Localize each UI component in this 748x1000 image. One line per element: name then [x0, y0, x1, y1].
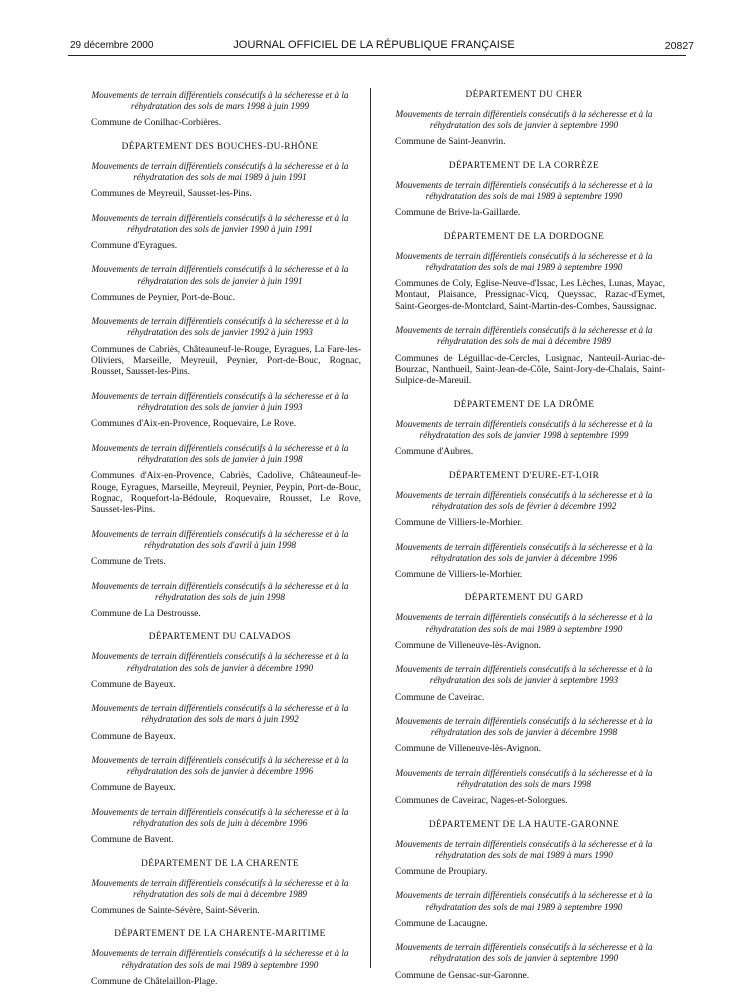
commune-list: Commune de Villiers-le-Morhier.: [395, 518, 523, 529]
commune-list: Commune de La Destrousse.: [91, 608, 201, 619]
movement-description: Mouvements de terrain différentiels consécutifs à la sécheresse et à la réhydratation des sols d'avril à juin 1998: [91, 528, 349, 550]
movement-description: Mouvements de terrain différentiels consécutifs à la sécheresse et à la réhydratation des sols de janvier 1992 à juin 1993: [91, 316, 349, 338]
movement-description: Mouvements de terrain différentiels consécutifs à la sécheresse et à la réhydratation des sols de mars 1998: [395, 767, 653, 789]
page-header: [0, 0, 748, 50]
decree-entry: [79, 161, 361, 201]
decree-entry: [383, 251, 665, 314]
decree-entry: [383, 716, 665, 756]
decree-entry: [79, 651, 361, 691]
commune-list: Communes de Cabriès, Châteauneuf-le-Rouge, Eyragues, La Fare-les-Oliviers, Marseille, Meyreuil, Peynier, Port-de-Bouc, Rognac, Rousset, Sausset-les-Pins.: [91, 344, 361, 378]
department-heading: DÉPARTEMENT DE LA HAUTE-GARONNE: [428, 819, 620, 830]
movement-description: Mouvements de terrain différentiels consécutifs à la sécheresse et à la réhydratation des sols de mai 1989 à septembre 1990: [395, 612, 653, 634]
decree-entry: [383, 839, 665, 879]
decree-entry: [383, 542, 665, 582]
commune-list: Communes de Peynier, Port-de-Bouc.: [91, 292, 235, 303]
movement-description: Mouvements de terrain différentiels consécutifs à la sécheresse et à la réhydratation des sols de mai 1989 à septembre 1990: [91, 948, 349, 970]
department-heading: DÉPARTEMENT DES BOUCHES-DU-RHÔNE: [121, 141, 319, 152]
movement-description: Mouvements de terrain différentiels consécutifs à la sécheresse et à la réhydratation des sols de mai 1989 à juin 1991: [91, 160, 349, 183]
movement-description: Mouvements de terrain différentiels consécutifs à la sécheresse et à la réhydratation des sols de mai 1989 à mars 1990: [395, 838, 653, 860]
decree-entry: [79, 703, 361, 743]
commune-list: Commune d'Eyragues.: [91, 241, 178, 252]
commune-list: Commune de Villeneuve-lès-Avignon.: [395, 744, 542, 755]
commune-list: Communes de Sainte-Sévère, Saint-Séverin.: [91, 906, 260, 916]
movement-description: Mouvements de terrain différentiels consécutifs à la sécheresse et à la réhydratation des sols de janvier à décembre 1990: [91, 651, 349, 673]
department-heading: DÉPARTEMENT DE LA CORRÈZE: [448, 160, 600, 171]
commune-list: Commune d'Aubres.: [395, 447, 474, 458]
commune-list: Commune de Caveirac.: [395, 692, 485, 703]
commune-list: Communes d'Aix-en-Provence, Cabriès, Cadolive, Châteauneuf-le-Rouge, Eyragues, Marseille, Meyreuil, Peynier, Peypin, Port-de-Bouc, Rognac, Roquefort-la-Bédoule, Roquevaire, Rousset, Le Rove, Sausset-les-Pins.: [91, 471, 361, 516]
department-heading: DÉPARTEMENT DU CHER: [465, 90, 583, 100]
movement-description: Mouvements de terrain différentiels consécutifs à la sécheresse et à la réhydratation des sols de février à décembre 1992: [395, 489, 653, 511]
journal-title: JOURNAL OFFICIEL DE LA RÉPUBLIQUE FRANÇAISE: [233, 39, 515, 51]
decree-entry: [79, 213, 361, 253]
movement-description: Mouvements de terrain différentiels consécutifs à la sécheresse et à la réhydratation des sols de mai 1989 à septembre 1990: [395, 250, 653, 272]
commune-list: Communes de Meyreuil, Sausset-les-Pins.: [91, 189, 252, 200]
department-heading: DÉPARTEMENT DE LA DORDOGNE: [443, 231, 605, 242]
commune-list: Commune de Bavent.: [91, 835, 174, 846]
decree-entry: [79, 391, 361, 431]
commune-list: Commune de Brive-la-Gaillarde.: [395, 208, 521, 219]
decree-entry: [79, 529, 361, 569]
movement-description: Mouvements de terrain différentiels consécutifs à la sécheresse et à la réhydratation des sols de janvier à décembre 1996: [395, 541, 653, 563]
commune-list: Commune de Châtelaillon-Plage.: [91, 976, 218, 987]
commune-list: Commune de Bayeux.: [91, 783, 176, 794]
decree-entry: [383, 664, 665, 704]
decree-entry: [79, 807, 361, 847]
movement-description: Mouvements de terrain différentiels consécutifs à la sécheresse et à la réhydratation des sols de janvier à décembre 1996: [91, 754, 349, 777]
movement-description: Mouvements de terrain différentiels consécutifs à la sécheresse et à la réhydratation des sols de janvier à juin 1998: [91, 442, 349, 464]
decree-entry: [383, 490, 665, 530]
movement-description: Mouvements de terrain différentiels consécutifs à la sécheresse et à la réhydratation des sols de mars 1998 à juin 1999: [91, 90, 349, 112]
column-divider: [370, 88, 371, 968]
decree-entry: [383, 768, 665, 808]
issue-date: 29 décembre 2000: [70, 40, 154, 51]
commune-list: Communes d'Aix-en-Provence, Roquevaire, Le Rove.: [91, 419, 297, 430]
movement-description: Mouvements de terrain différentiels consécutifs à la sécheresse et à la réhydratation des sols de janvier 1990 à juin 1991: [91, 212, 349, 234]
decree-entry: [383, 942, 665, 982]
decree-entry: [79, 948, 361, 988]
commune-list: Commune de Bayeux.: [91, 731, 176, 742]
movement-description: Mouvements de terrain différentiels consécutifs à la sécheresse et à la réhydratation des sols de mai à décembre 1989: [91, 877, 349, 899]
movement-description: Mouvements de terrain différentiels consécutifs à la sécheresse et à la réhydratation des sols de janvier à juin 1991: [91, 264, 349, 286]
decree-entry: [383, 180, 665, 220]
department-heading: DÉPARTEMENT DE LA CHARENTE-MARITIME: [114, 929, 326, 940]
movement-description: Mouvements de terrain différentiels consécutifs à la sécheresse et à la réhydratation des sols de juin 1998: [91, 580, 349, 602]
commune-list: Commune de Trets.: [91, 557, 166, 568]
decree-entry: [79, 443, 361, 517]
movement-description: Mouvements de terrain différentiels consécutifs à la sécheresse et à la réhydratation des sols de juin à décembre 1996: [91, 806, 349, 828]
decree-entry: [383, 325, 665, 388]
department-heading: DÉPARTEMENT DE LA DRÔME: [453, 399, 595, 410]
decree-entry: [383, 612, 665, 652]
movement-description: Mouvements de terrain différentiels consécutifs à la sécheresse et à la réhydratation des sols de janvier à juin 1993: [91, 390, 349, 413]
decree-entry: [79, 90, 361, 130]
movement-description: Mouvements de terrain différentiels consécutifs à la sécheresse et à la réhydratation des sols de janvier 1998 à septembre 1999: [395, 418, 653, 441]
page-number: 20827: [664, 40, 694, 52]
department-heading: DÉPARTEMENT DU CALVADOS: [148, 632, 292, 643]
movement-description: Mouvements de terrain différentiels consécutifs à la sécheresse et à la réhydratation des sols de janvier à septembre 1990: [395, 109, 653, 131]
header-rule: [68, 55, 686, 56]
movement-description: Mouvements de terrain différentiels consécutifs à la sécheresse et à la réhydratation des sols de mai 1989 à septembre 1990: [395, 179, 653, 202]
department-heading: DÉPARTEMENT DE LA CHARENTE: [141, 858, 299, 869]
commune-list: Communes de Caveirac, Nages-et-Solorgues.: [395, 796, 568, 807]
commune-list: Commune de Proupiary.: [395, 866, 488, 877]
commune-list: Commune de Gensac-sur-Garonne.: [395, 970, 530, 981]
decree-entry: [79, 581, 361, 621]
movement-description: Mouvements de terrain différentiels consécutifs à la sécheresse et à la réhydratation des sols de janvier à septembre 1993: [395, 664, 653, 686]
commune-list: Commune de Conilhac-Corbières.: [91, 118, 222, 129]
commune-list: Commune de Villiers-le-Morhier.: [395, 569, 523, 580]
commune-list: Commune de Villeneuve-lès-Avignon.: [395, 640, 542, 651]
commune-list: Commune de Saint-Jeanvrin.: [395, 137, 506, 148]
movement-description: Mouvements de terrain différentiels consécutifs à la sécheresse et à la réhydratation des sols de janvier à septembre 1990: [395, 942, 653, 964]
decree-entry: [383, 890, 665, 930]
department-heading: DÉPARTEMENT DU GARD: [464, 593, 584, 604]
right-column: [383, 90, 665, 994]
commune-list: Commune de Bayeux.: [91, 679, 176, 690]
commune-list: Commune de Lacaugne.: [395, 918, 488, 929]
left-column: [79, 90, 361, 1000]
commune-list: Communes de Coly, Eglise-Neuve-d'Issac, Les Lèches, Lunas, Mayac, Montaut, Plaisance, Pressignac-Vicq, Queyssac, Razac-d'Eymet, Saint-Georges-de-Montclard, Saint-Martin-des-Combes, Saussignac.: [395, 279, 665, 312]
decree-entry: [79, 878, 361, 918]
decree-entry: [383, 419, 665, 459]
movement-description: Mouvements de terrain différentiels consécutifs à la sécheresse et à la réhydratation des sols de mai à décembre 1989: [395, 325, 653, 347]
decree-entry: [79, 755, 361, 795]
commune-list: Communes de Léguillac-de-Cercles, Lusignac, Nanteuil-Auriac-de-Bourzac, Nanthueil, Saint-Jean-de-Côle, Saint-Jory-de-Chalais, Saint-Sulpice-de-Mareuil.: [395, 353, 665, 387]
movement-description: Mouvements de terrain différentiels consécutifs à la sécheresse et à la réhydratation des sols de mars à juin 1992: [91, 703, 349, 725]
movement-description: Mouvements de terrain différentiels consécutifs à la sécheresse et à la réhydratation des sols de janvier à décembre 1998: [395, 715, 653, 738]
decree-entry: [79, 264, 361, 304]
decree-entry: [79, 316, 361, 379]
decree-entry: [383, 109, 665, 149]
movement-description: Mouvements de terrain différentiels consécutifs à la sécheresse et à la réhydratation des sols de mai 1989 à septembre 1990: [395, 890, 653, 912]
department-heading: DÉPARTEMENT D'EURE-ET-LOIR: [448, 470, 600, 481]
